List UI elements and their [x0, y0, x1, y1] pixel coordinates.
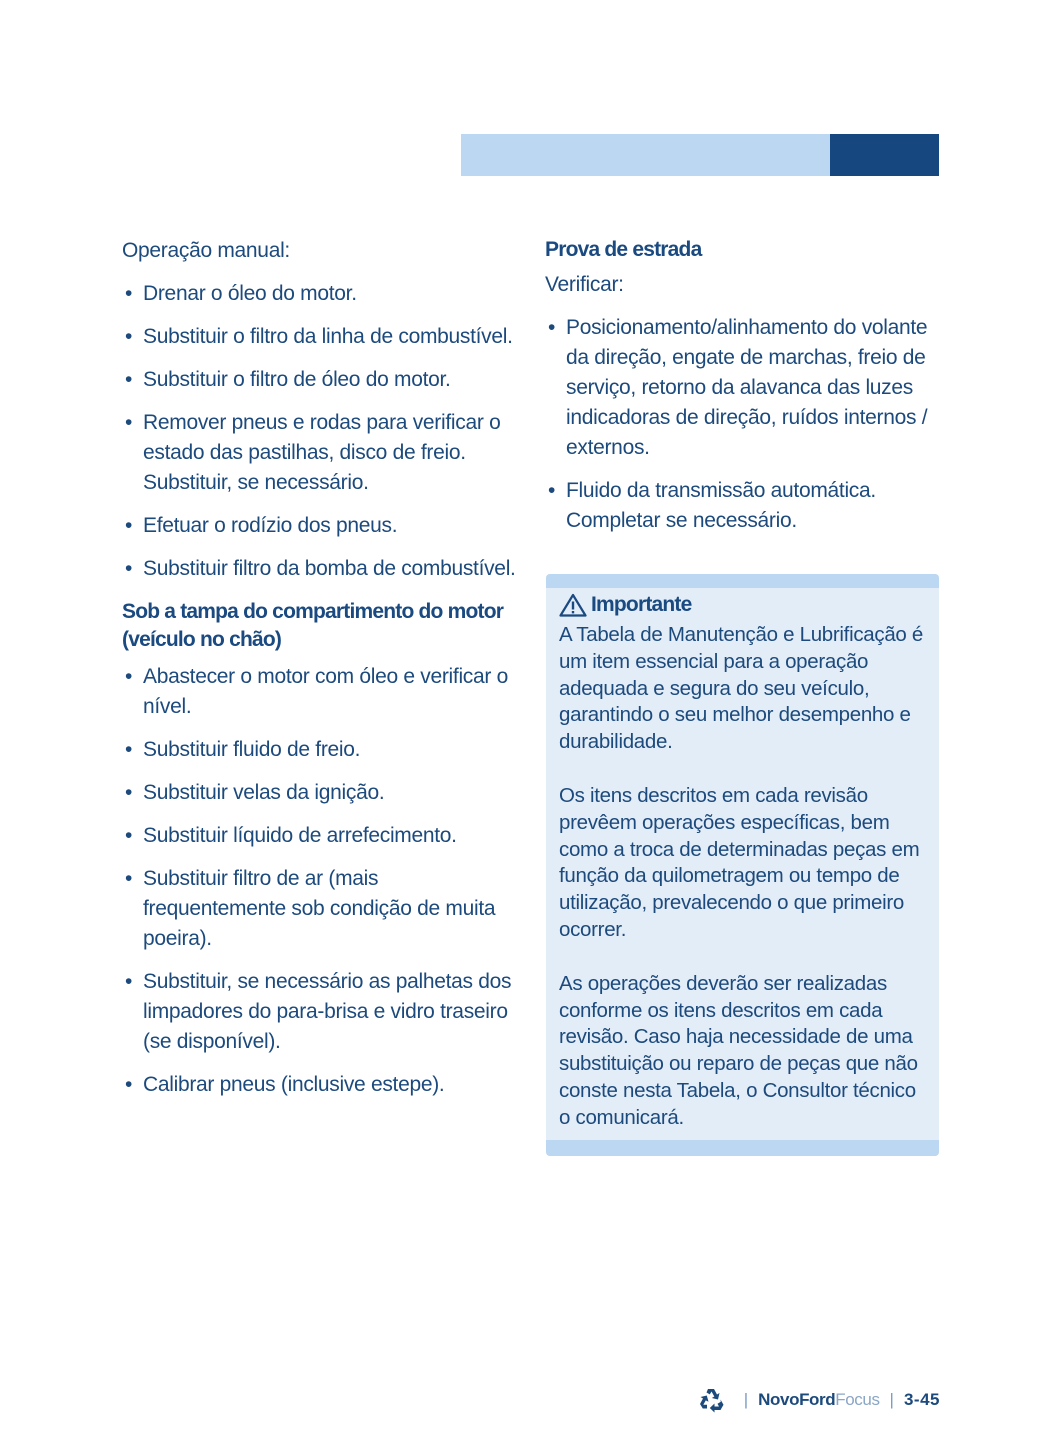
manual-operation-intro: Operação manual: [122, 239, 290, 262]
road-test-heading: Prova de estrada [545, 238, 702, 261]
manual-operation-list [122, 279, 522, 584]
road-test-list [545, 313, 940, 536]
footer-separator: | [743, 1390, 749, 1409]
page-footer [698, 1386, 940, 1414]
callout-paragraph: As operações deverão ser realizadas conforme os itens descritos em cada revisão. Caso haja necessidade de uma substituição ou reparo de peças que não conste nesta Tabela, o Consultor técnico o comunicará. [559, 971, 918, 1129]
callout-title [559, 593, 692, 617]
list-item: • Substituir líquido de arrefecimento. [122, 821, 522, 851]
list-item: • Efetuar o rodízio dos pneus. [122, 511, 522, 541]
engine-compartment-list [122, 662, 522, 1100]
list-item: • Substituir fluido de freio. [122, 735, 522, 765]
callout-top-bar [546, 574, 939, 588]
list-item: • Posicionamento/alinhamento do volante da direção, engate de marchas, freio de serviço, retorno da alavanca das luzes indicadoras de direção, ruídos internos / externos. [545, 313, 940, 463]
road-test-intro: Verificar: [545, 273, 624, 296]
brand-novo: Novo [758, 1390, 800, 1409]
list-item: • Substituir o filtro da linha de combustível. [122, 322, 522, 352]
footer-separator: | [889, 1390, 894, 1409]
page-number: 3-45 [903, 1390, 940, 1409]
list-item: • Calibrar pneus (inclusive estepe). [122, 1070, 522, 1100]
list-item: • Substituir, se necessário as palhetas dos limpadores do para-brisa e vidro traseiro (se disponível). [122, 967, 522, 1057]
list-item: • Substituir filtro de ar (mais frequentemente sob condição de muita poeira). [122, 864, 522, 954]
callout-title-text: Importante [591, 593, 692, 616]
list-item: • Substituir velas da ignição. [122, 778, 522, 808]
callout-body [559, 622, 931, 1156]
list-item: • Substituir filtro da bomba de combustível. [122, 554, 522, 584]
callout-paragraph: A Tabela de Manutenção e Lubrificação é um item essencial para a operação adequada e segura do seu veículo, garantindo o seu melhor desempenho e durabilidade. [559, 623, 924, 754]
warning-triangle-icon [559, 593, 587, 617]
recycle-icon [698, 1387, 724, 1413]
important-callout [546, 574, 939, 1156]
callout-bottom-bar [546, 1140, 939, 1156]
header-band-light [461, 134, 830, 176]
header-band-dark [830, 134, 939, 176]
left-column [122, 236, 522, 1113]
list-item: • Substituir o filtro de óleo do motor. [122, 365, 522, 395]
list-item: • Abastecer o motor com óleo e verificar o nível. [122, 662, 522, 722]
right-column [545, 236, 940, 549]
brand-ford: Ford [799, 1390, 836, 1409]
brand-focus: Focus [835, 1390, 880, 1409]
list-item: • Drenar o óleo do motor. [122, 279, 522, 309]
callout-paragraph: Os itens descritos em cada revisão prevêem operações específicas, bem como a troca de determinadas peças em função da quilometragem ou tempo de utilização, prevalecendo o que primeiro ocorrer. [559, 783, 920, 941]
list-item: • Fluido da transmissão automática. Completar se necessário. [545, 476, 940, 536]
engine-compartment-heading: Sob a tampa do compartimento do motor (veículo no chão) [122, 600, 504, 651]
list-item: • Remover pneus e rodas para verificar o estado das pastilhas, disco de freio. Substituir, se necessário. [122, 408, 522, 498]
